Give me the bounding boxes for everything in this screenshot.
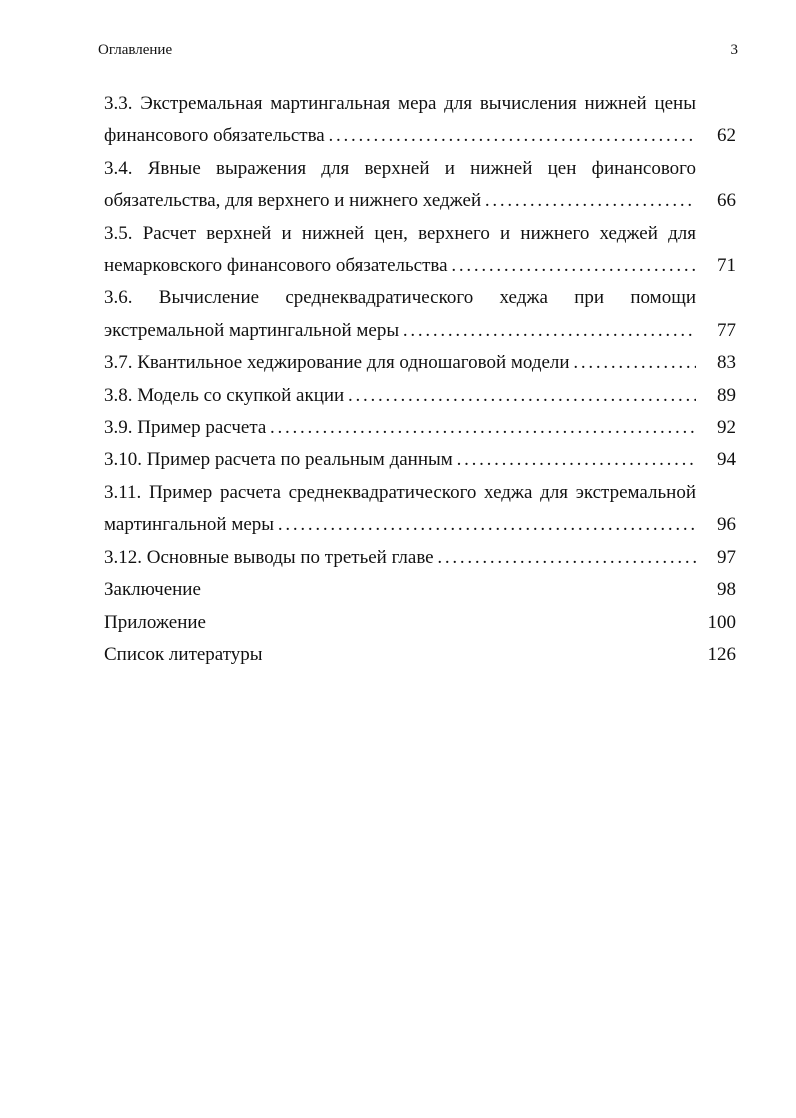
toc-entry-title: 3.8. Модель со скупкой акции . . .: [104, 380, 696, 412]
page-header: [98, 42, 738, 64]
toc-entry-title: Список литературы: [104, 643, 263, 665]
toc-entry: [104, 380, 736, 412]
toc-entry: [104, 218, 736, 283]
toc-entry-title-cont: мартингальной меры . . .: [104, 509, 696, 541]
toc-entry-title: 3.11. Пример расчета среднеквадратического хеджа для экстремальной: [104, 481, 696, 503]
toc-entry-page: 126: [707, 643, 736, 665]
toc-entry-title: 3.10. Пример расчета по реальным данным . . .: [104, 444, 696, 476]
toc-entry: [104, 477, 736, 542]
toc-entry-title-cont: экстремальной мартингальной меры . . .: [104, 315, 696, 347]
toc-entry-page: 89: [717, 384, 736, 406]
toc-entry: [104, 574, 736, 606]
toc-entry-title: 3.6. Вычисление среднеквадратического хеджа при помощи: [104, 287, 696, 309]
table-of-contents: [104, 88, 736, 671]
toc-entry-title: 3.9. Пример расчета . . .: [104, 412, 696, 444]
toc-entry-page: 94: [717, 449, 736, 471]
toc-entry-page: 100: [707, 611, 736, 633]
toc-entry-title-cont: обязательства, для верхнего и нижнего хеджей . . .: [104, 185, 696, 217]
toc-entry-title: Приложение: [104, 611, 206, 633]
toc-entry-page: 92: [717, 417, 736, 439]
toc-entry: [104, 88, 736, 153]
header-page-number: 3: [730, 42, 738, 58]
toc-entry-page: 97: [717, 546, 736, 568]
toc-entry: [104, 412, 736, 444]
toc-entry-title-cont: немарковского финансового обязательства . . .: [104, 250, 696, 282]
toc-entry: [104, 347, 736, 379]
toc-entry: [104, 282, 736, 347]
toc-entry-page: 77: [717, 319, 736, 341]
toc-entry-page: 66: [717, 190, 736, 212]
toc-entry-title: Заключение: [104, 579, 201, 601]
toc-entry-title: 3.3. Экстремальная мартингальная мера для вычисления нижней цены: [104, 93, 696, 114]
header-title: Оглавление: [98, 42, 173, 58]
toc-entry: [104, 444, 736, 476]
toc-entry: [104, 607, 736, 639]
toc-entry: [104, 639, 736, 671]
toc-entry-title-cont: финансового обязательства . . .: [104, 120, 696, 152]
toc-entry-page: 62: [717, 125, 736, 147]
toc-entry: [104, 542, 736, 574]
toc-entry-page: 83: [717, 352, 736, 374]
toc-entry-title: 3.12. Основные выводы по третьей главе . . .: [104, 542, 696, 574]
toc-entry: [104, 153, 736, 218]
toc-entry-title: 3.7. Квантильное хеджирование для одношаговой модели . . .: [104, 347, 696, 379]
toc-entry-title: 3.5. Расчет верхней и нижней цен, верхнего и нижнего хеджей для: [104, 222, 696, 244]
toc-entry-title: 3.4. Явные выражения для верхней и нижней цен финансового: [104, 157, 696, 179]
toc-entry-page: 98: [717, 579, 736, 601]
toc-entry-page: 71: [717, 255, 736, 277]
toc-entry-page: 96: [717, 514, 736, 536]
